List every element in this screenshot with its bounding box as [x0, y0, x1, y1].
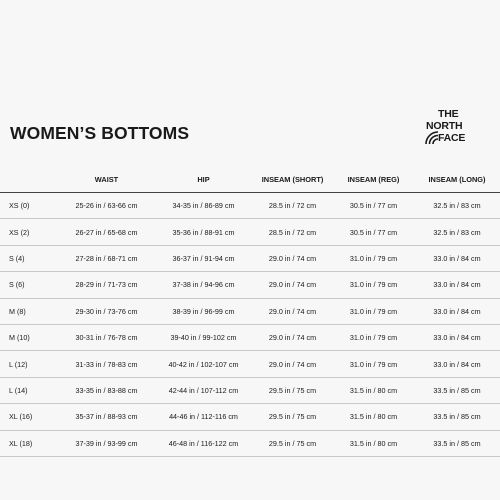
size-cell: S (4): [0, 245, 58, 271]
inseam-reg-cell: 31.5 in / 80 cm: [333, 404, 414, 430]
waist-cell: 31-33 in / 78-83 cm: [58, 351, 155, 377]
hip-cell: 37-38 in / 94-96 cm: [155, 272, 252, 298]
table-row: [0, 193, 500, 219]
column-header-hip: HIP: [155, 166, 252, 193]
inseam-short-cell: 29.5 in / 75 cm: [252, 430, 333, 456]
inseam-long-cell: 32.5 in / 83 cm: [414, 193, 500, 219]
table-row: [0, 272, 500, 298]
waist-cell: 26-27 in / 65-68 cm: [58, 219, 155, 245]
size-chart-table: [0, 166, 500, 457]
table-row: [0, 219, 500, 245]
waist-cell: 27-28 in / 68-71 cm: [58, 245, 155, 271]
inseam-long-cell: 32.5 in / 83 cm: [414, 219, 500, 245]
hip-cell: 39-40 in / 99-102 cm: [155, 324, 252, 350]
inseam-reg-cell: 31.5 in / 80 cm: [333, 377, 414, 403]
table-row: [0, 404, 500, 430]
hip-cell: 35-36 in / 88-91 cm: [155, 219, 252, 245]
inseam-reg-cell: 30.5 in / 77 cm: [333, 193, 414, 219]
table-row: [0, 298, 500, 324]
logo-line-3: FACE: [438, 132, 466, 144]
size-cell: S (6): [0, 272, 58, 298]
waist-cell: 25-26 in / 63-66 cm: [58, 193, 155, 219]
waist-cell: 29-30 in / 73-76 cm: [58, 298, 155, 324]
logo-line-1: THE: [438, 108, 459, 120]
inseam-long-cell: 33.5 in / 85 cm: [414, 377, 500, 403]
inseam-reg-cell: 31.0 in / 79 cm: [333, 324, 414, 350]
inseam-long-cell: 33.5 in / 85 cm: [414, 430, 500, 456]
size-cell: L (14): [0, 377, 58, 403]
size-cell: M (10): [0, 324, 58, 350]
size-cell: XL (16): [0, 404, 58, 430]
hip-cell: 44-46 in / 112-116 cm: [155, 404, 252, 430]
inseam-short-cell: 28.5 in / 72 cm: [252, 193, 333, 219]
inseam-long-cell: 33.0 in / 84 cm: [414, 351, 500, 377]
waist-cell: 37-39 in / 93-99 cm: [58, 430, 155, 456]
inseam-reg-cell: 31.5 in / 80 cm: [333, 430, 414, 456]
inseam-short-cell: 29.5 in / 75 cm: [252, 404, 333, 430]
column-header-inseam-short: INSEAM (SHORT): [252, 166, 333, 193]
hip-cell: 40-42 in / 102-107 cm: [155, 351, 252, 377]
size-cell: L (12): [0, 351, 58, 377]
inseam-short-cell: 29.5 in / 75 cm: [252, 377, 333, 403]
inseam-short-cell: 29.0 in / 74 cm: [252, 272, 333, 298]
the-north-face-logo: [421, 109, 493, 149]
page-title: WOMEN’S BOTTOMS: [10, 123, 190, 143]
hip-cell: 36-37 in / 91-94 cm: [155, 245, 252, 271]
table-row: [0, 377, 500, 403]
size-cell: XL (18): [0, 430, 58, 456]
column-header-inseam-reg: INSEAM (REG): [333, 166, 414, 193]
logo-line-2: NORTH: [426, 120, 463, 132]
waist-cell: 28-29 in / 71-73 cm: [58, 272, 155, 298]
half-dome-icon: [425, 131, 439, 145]
waist-cell: 35-37 in / 88-93 cm: [58, 404, 155, 430]
size-cell: XS (2): [0, 219, 58, 245]
table-row: [0, 324, 500, 350]
inseam-short-cell: 29.0 in / 74 cm: [252, 324, 333, 350]
inseam-short-cell: 29.0 in / 74 cm: [252, 351, 333, 377]
inseam-short-cell: 29.0 in / 74 cm: [252, 245, 333, 271]
table-row: [0, 430, 500, 456]
waist-cell: 33-35 in / 83-88 cm: [58, 377, 155, 403]
hip-cell: 42-44 in / 107-112 cm: [155, 377, 252, 403]
column-header-size: [0, 166, 58, 193]
inseam-reg-cell: 31.0 in / 79 cm: [333, 351, 414, 377]
inseam-reg-cell: 30.5 in / 77 cm: [333, 219, 414, 245]
column-header-inseam-long: INSEAM (LONG): [414, 166, 500, 193]
inseam-long-cell: 33.5 in / 85 cm: [414, 404, 500, 430]
column-header-waist: WAIST: [58, 166, 155, 193]
inseam-long-cell: 33.0 in / 84 cm: [414, 324, 500, 350]
inseam-reg-cell: 31.0 in / 79 cm: [333, 298, 414, 324]
hip-cell: 46-48 in / 116-122 cm: [155, 430, 252, 456]
table-row: [0, 245, 500, 271]
inseam-long-cell: 33.0 in / 84 cm: [414, 298, 500, 324]
inseam-long-cell: 33.0 in / 84 cm: [414, 272, 500, 298]
hip-cell: 38-39 in / 96-99 cm: [155, 298, 252, 324]
size-cell: XS (0): [0, 193, 58, 219]
inseam-reg-cell: 31.0 in / 79 cm: [333, 245, 414, 271]
waist-cell: 30-31 in / 76-78 cm: [58, 324, 155, 350]
size-cell: M (8): [0, 298, 58, 324]
inseam-short-cell: 28.5 in / 72 cm: [252, 219, 333, 245]
inseam-short-cell: 29.0 in / 74 cm: [252, 298, 333, 324]
table-header-row: [0, 166, 500, 193]
inseam-reg-cell: 31.0 in / 79 cm: [333, 272, 414, 298]
inseam-long-cell: 33.0 in / 84 cm: [414, 245, 500, 271]
hip-cell: 34-35 in / 86-89 cm: [155, 193, 252, 219]
table-row: [0, 351, 500, 377]
